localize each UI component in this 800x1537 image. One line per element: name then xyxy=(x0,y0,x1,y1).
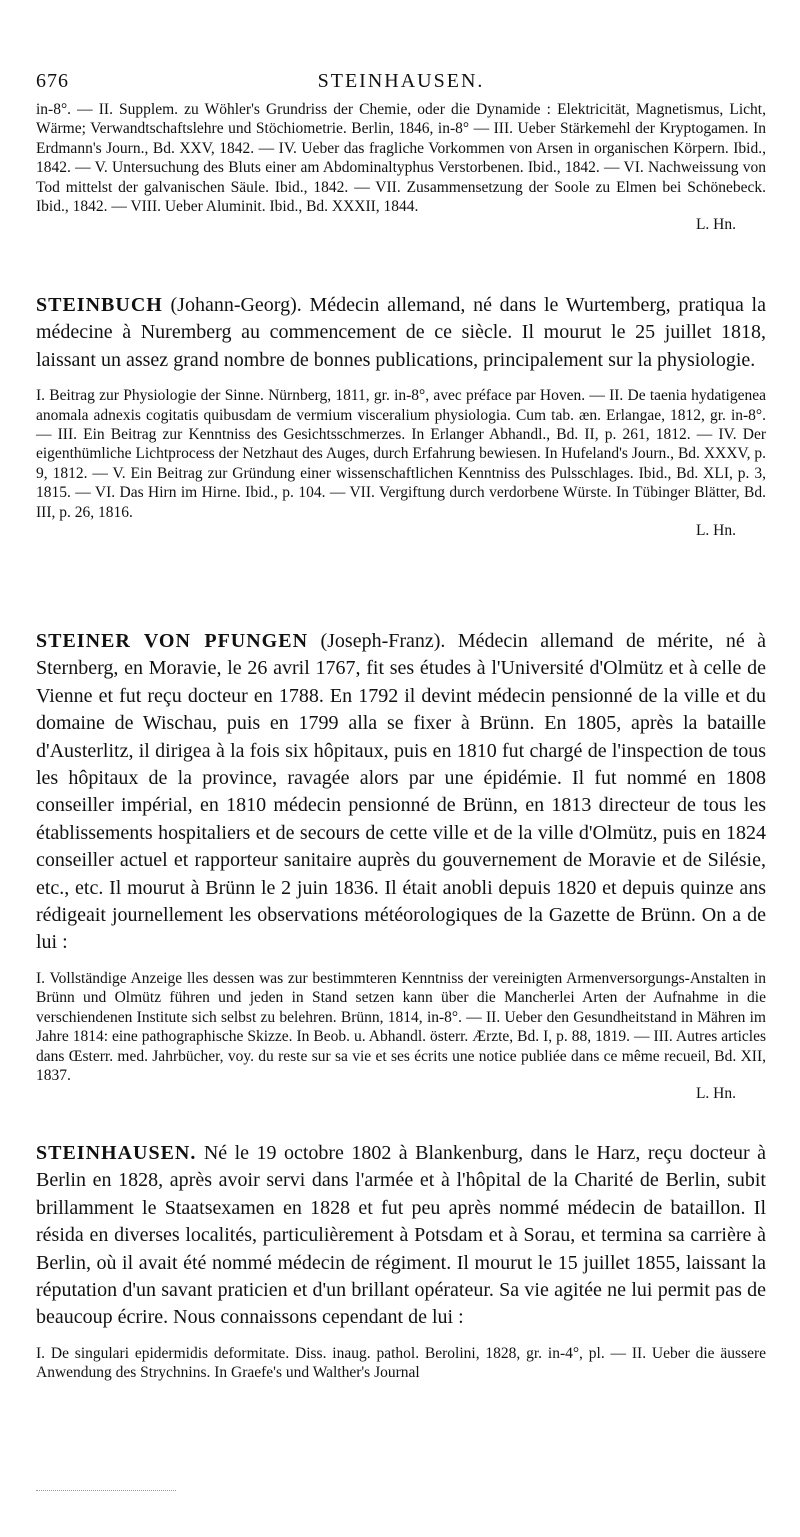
entry-heading: STEINHAUSEN. xyxy=(36,1142,197,1164)
entry-steinhausen xyxy=(36,1140,766,1383)
entry-text: (Johann-Georg). Médecin allemand, né dans le Wurtemberg, pratiqua la médecine à Nuremberg au commencement de ce siècle. Il mourut le 25 juillet 1818, laissant un assez grand nombre de bonnes publications, principalement sur la physiologie. xyxy=(36,294,766,371)
bibliography-list: in-8°. — II. Supplem. zu Wöhler's Grundriss der Chemie, oder die Dynamide : Elektricität, Magnetismus, Licht, Wärme; Verwandtschaftslehre und Stöchiometrie. Berlin, 1846, in-8° — III. Ueber Stärkemehl der Kryptogamen. In Erdmann's Journ., Bd. XXV, 1842. — IV. Ueber das fragliche Vorkommen von Arsen in organischen Körpern. Ibid., 1842. — V. Untersuchung des Bluts einer am Abdominaltyphus Verstorbenen. Ibid., 1842. — VI. Nachweissung von Tod mittelst der galvanischen Säule. Ibid., 1842. — VII. Zusammensetzung der Soole zu Elmen bei Schönebeck. Ibid., 1842. — VIII. Ueber Aluminit. Ibid., Bd. XXXII, 1844. xyxy=(36,101,766,216)
entry-heading: STEINBUCH xyxy=(36,294,163,316)
entry-text: Né le 19 octobre 1802 à Blankenburg, dans le Harz, reçu docteur à Berlin en 1828, après avoir servi dans l'armée et à l'hôpital de la Charité de Berlin, subit brillamment le Staatsexamen en 1828 et fut peu après nommé médecin de bataillon. Il résida en diverses localités, particulièrement à Potsdam et à Sorau, et termina sa carrière à Berlin, où il avait été nommé médecin de régiment. Il mourut le 15 juillet 1855, laissant la réputation d'un savant praticien et d'un brillant opérateur. Sa vie agitée ne lui permit pas de beaucoup écrire. Nous connaissons cependant de lui : xyxy=(36,1142,766,1329)
page-divider xyxy=(36,1490,176,1491)
entry-steinbuch xyxy=(36,292,766,540)
author-signature: L. Hn. xyxy=(695,216,736,234)
entry-body xyxy=(36,1140,766,1332)
author-signature: L. Hn. xyxy=(695,522,736,540)
bibliography-list: I. De singulari epidermidis deformitate. Diss. inaug. pathol. Berolini, 1828, gr. in-4°, pl. — II. Ueber die äussere Anwendung des Strychnins. In Graefe's und Walther's Journal xyxy=(36,1344,766,1382)
bibliography-list: I. Beitrag zur Physiologie der Sinne. Nürnberg, 1811, gr. in-8°, avec préface par Hoven. — II. De taenia hydatigenea anomala adnexis cogitatis quibusdam de vermium visceralium physiologia. Cum tab. æn. Erlangae, 1812, gr. in-8°. — III. Ein Beitrag zur Kenntniss des Gesichtsschmerzes. In Erlanger Abhandl., Bd. II, p. 261, 1812. — IV. Der eigenthümliche Lichtprocess der Netzhaut des Auges, durch Erfahrung bewiesen. In Hufeland's Journ., Bd. XXXV, p. 9, 1812. — V. Ein Beitrag zur Gründung einer wissenschaftlichen Kenntniss des Pulsschlages. Ibid., Bd. XLI, p. 3, 1815. — VI. Das Hirn im Hirne. Ibid., p. 104. — VII. Vergiftung durch verdorbene Würste. In Tübinger Blätter, Bd. III, p. 26, 1816. xyxy=(36,387,766,521)
page-number: 676 xyxy=(36,70,69,92)
entry-continuation xyxy=(36,100,766,234)
entry-body xyxy=(36,292,766,374)
entry-heading: STEINER VON PFUNGEN xyxy=(36,630,309,652)
entry-text: (Joseph-Franz). Médecin allemand de mérite, né à Sternberg, en Moravie, le 26 avril 1767, fit ses études à l'Université d'Olmütz et à celle de Vienne et fut reçu docteur en 1788. En 1792 il devint médecin pensionné de la ville et du domaine de Wischau, puis en 1799 alla se fixer à Brünn. En 1805, après la bataille d'Austerlitz, il dirigea à la fois six hôpitaux, puis en 1810 fut chargé de l'inspection de tous les hôpitaux de la province, ravagée alors par une épidémie. Il fut nommé en 1808 conseiller impérial, en 1810 médecin pensionné de Brünn, en 1813 directeur de tous les établissements hospitaliers et de secours de cette ville et de la ville d'Olmütz, puis en 1824 conseiller actuel et rapporteur sanitaire auprès du gouvernement de Moravie et de Silésie, etc., etc. Il mourut à Brünn le 2 juin 1836. Il était anobli depuis 1820 et depuis quinze ans rédigeait journellement les observations météorologiques de la Gazette de Brünn. On a de lui : xyxy=(36,630,767,954)
entry-steiner-von-pfungen xyxy=(36,628,766,1103)
page-header xyxy=(36,70,766,100)
running-title: STEINHAUSEN. xyxy=(317,70,485,92)
author-signature: L. Hn. xyxy=(695,1085,736,1103)
bibliography-list: I. Vollständige Anzeige lles dessen was zur bestimmteren Kenntniss der vereinigten Armenversorgungs-Anstalten in Brünn und Olmütz führen und jeden in Stand setzen kann über die Mancherlei Arten der Aufnahme in die verschiendenen Institute sich selbst zu belehren. Brünn, 1814, in-8°. — II. Ueber den Gesundheitstand in Mähren im Jahre 1814: eine pathographische Skizze. In Beob. u. Abhandl. österr. Ærzte, Bd. I, p. 88, 1819. — III. Autres articles dans Œsterr. med. Jahrbücher, voy. du reste sur sa vie et ses écrits une notice publiée dans ce même recueil, Bd. XII, 1837. xyxy=(36,969,766,1084)
entry-body xyxy=(36,628,766,957)
